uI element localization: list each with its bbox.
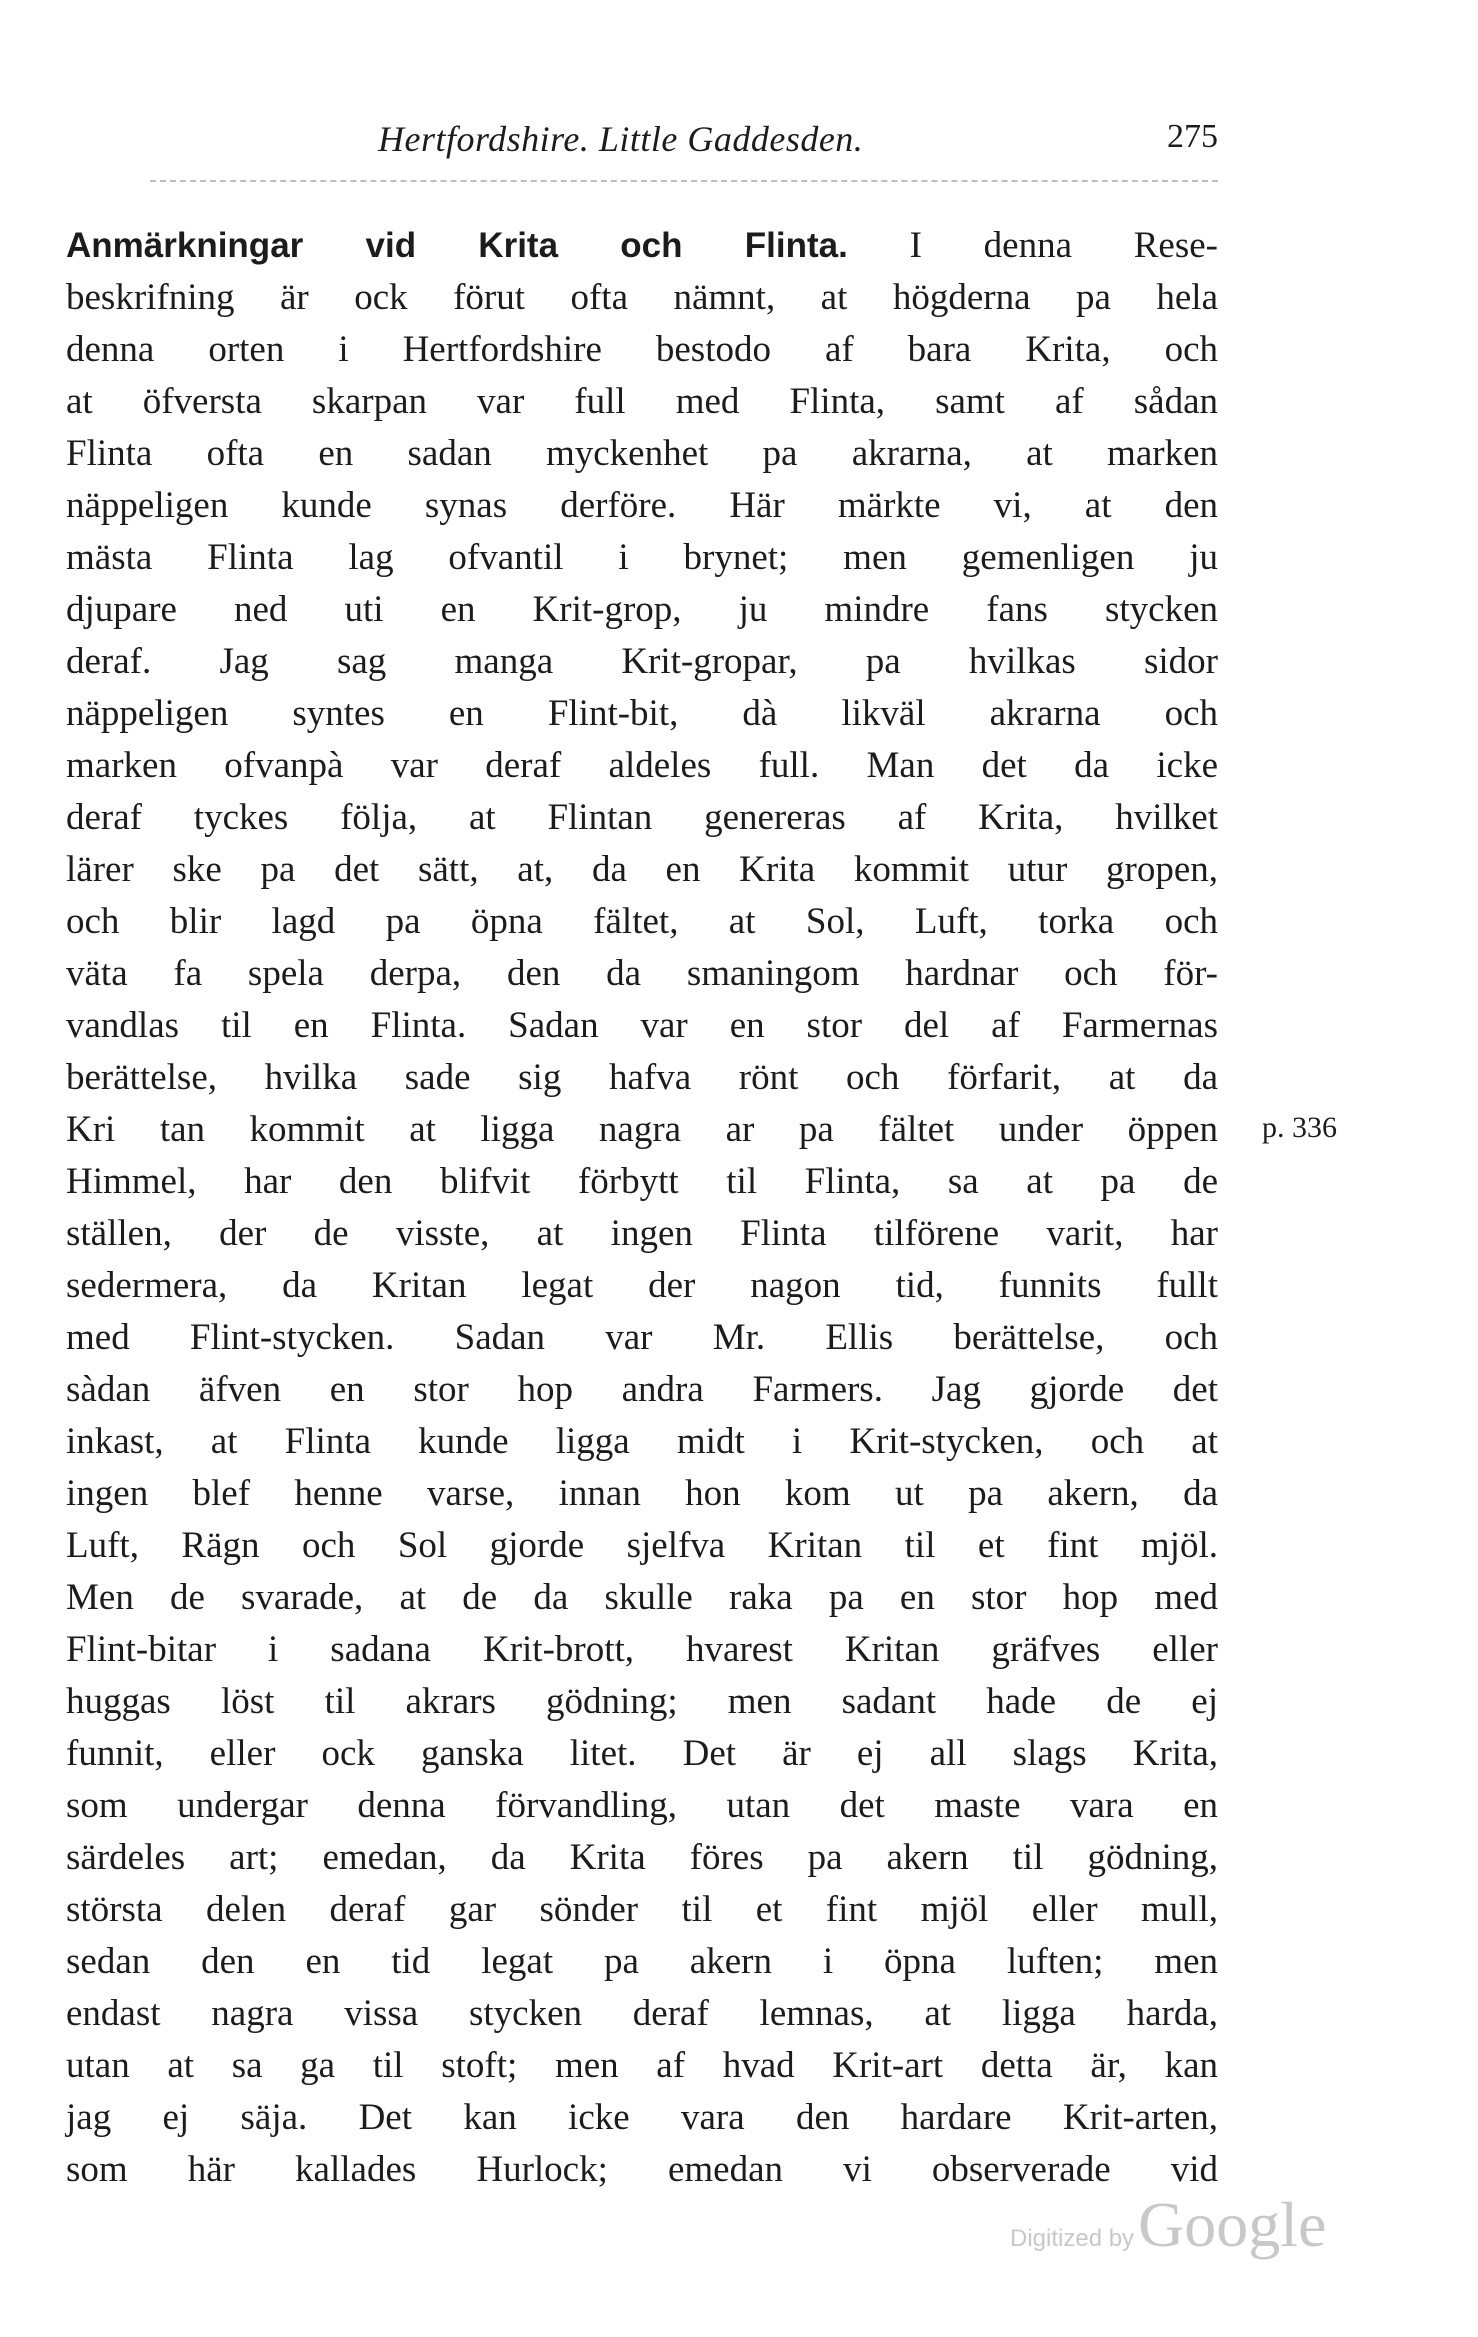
text-line: Flint-bitar i sadana Krit-brott, hvarest Kritan gräfves eller xyxy=(66,1629,1218,1670)
text-line: beskrifning är ock förut ofta nämnt, at högderna pa hela xyxy=(66,277,1218,318)
first-line xyxy=(66,220,1218,272)
digitized-watermark xyxy=(1010,2188,1326,2288)
text-line: utan at sa ga til stoft; men af hvad Krit-art detta är, kan xyxy=(66,2045,1218,2086)
text-line: marken ofvanpà var deraf aldeles full. Man det da icke xyxy=(66,745,1218,786)
text-line: denna orten i Hertfordshire bestodo af bara Krita, och xyxy=(66,329,1218,370)
text-line: med Flint-stycken. Sadan var Mr. Ellis berättelse, och xyxy=(66,1317,1218,1358)
text-line: näppeligen kunde synas derföre. Här märkte vi, at den xyxy=(66,485,1218,526)
text-line: väta fa spela derpa, den da smaningom hardnar och för- xyxy=(66,953,1218,994)
section-heading: Anmärkningar vid Krita och Flinta. xyxy=(66,226,848,265)
margin-page-reference: p. 336 xyxy=(1262,1111,1337,1144)
text-line: som här kallades Hurlock; emedan vi observerade vid xyxy=(66,2149,1218,2190)
first-line-text: I denna Rese- xyxy=(909,225,1218,266)
text-line: funnit, eller ock ganska litet. Det är ej all slags Krita, xyxy=(66,1733,1218,1774)
text-line: sedermera, da Kritan legat der nagon tid, funnits fullt xyxy=(66,1265,1218,1306)
body-text xyxy=(66,220,1218,2196)
text-line: deraf. Jag sag manga Krit-gropar, pa hvilkas sidor xyxy=(66,641,1218,682)
text-line: näppeligen syntes en Flint-bit, dà likväl akrarna och xyxy=(66,693,1218,734)
text-line: största delen deraf gar sönder til et fint mjöl eller mull, xyxy=(66,1889,1218,1930)
text-line: sàdan äfven en stor hop andra Farmers. Jag gjorde det xyxy=(66,1369,1218,1410)
text-line: ställen, der de visste, at ingen Flinta tilförene varit, har xyxy=(66,1213,1218,1254)
text-line: jag ej säja. Det kan icke vara den hardare Krit-arten, xyxy=(66,2097,1218,2138)
running-header xyxy=(378,118,1218,168)
text-line: lärer ske pa det sätt, at, da en Krita kommit utur gropen, xyxy=(66,849,1218,890)
text-line: särdeles art; emedan, da Krita föres pa akern til gödning, xyxy=(66,1837,1218,1878)
header-divider xyxy=(150,180,1218,182)
text-line: huggas löst til akrars gödning; men sadant hade de ej xyxy=(66,1681,1218,1722)
text-line: Himmel, har den blifvit förbytt til Flinta, sa at pa de xyxy=(66,1161,1218,1202)
page-number: 275 xyxy=(1167,118,1218,155)
text-line: deraf tyckes följa, at Flintan genereras af Krita, hvilket xyxy=(66,797,1218,838)
text-line: och blir lagd pa öpna fältet, at Sol, Luft, torka och xyxy=(66,901,1218,942)
text-line: Men de svarade, at de da skulle raka pa en stor hop med xyxy=(66,1577,1218,1618)
text-line: vandlas til en Flinta. Sadan var en stor del af Farmernas xyxy=(66,1005,1218,1046)
text-line: djupare ned uti en Krit-grop, ju mindre fans stycken xyxy=(66,589,1218,630)
text-line: som undergar denna förvandling, utan det maste vara en xyxy=(66,1785,1218,1826)
text-line: endast nagra vissa stycken deraf lemnas, at ligga harda, xyxy=(66,1993,1218,2034)
text-line: sedan den en tid legat pa akern i öpna luften; men xyxy=(66,1941,1218,1982)
text-line: mästa Flinta lag ofvantil i brynet; men gemenligen ju xyxy=(66,537,1218,578)
running-header-title: Hertfordshire. Little Gaddesden. xyxy=(378,119,864,159)
text-line: Kri tan kommit at ligga nagra ar pa fältet under öppen xyxy=(66,1109,1218,1150)
text-line: at öfversta skarpan var full med Flinta, samt af sådan xyxy=(66,381,1218,422)
text-line: inkast, at Flinta kunde ligga midt i Krit-stycken, och at xyxy=(66,1421,1218,1462)
text-line: Luft, Rägn och Sol gjorde sjelfva Kritan til et fint mjöl. xyxy=(66,1525,1218,1566)
text-line: berättelse, hvilka sade sig hafva rönt och förfarit, at da xyxy=(66,1057,1218,1098)
text-line: Flinta ofta en sadan myckenhet pa akrarna, at marken xyxy=(66,433,1218,474)
watermark-prefix: Digitized by xyxy=(1010,2225,1135,2252)
text-line: ingen blef henne varse, innan hon kom ut pa akern, da xyxy=(66,1473,1218,1514)
google-logo: Google xyxy=(1138,2189,1327,2260)
